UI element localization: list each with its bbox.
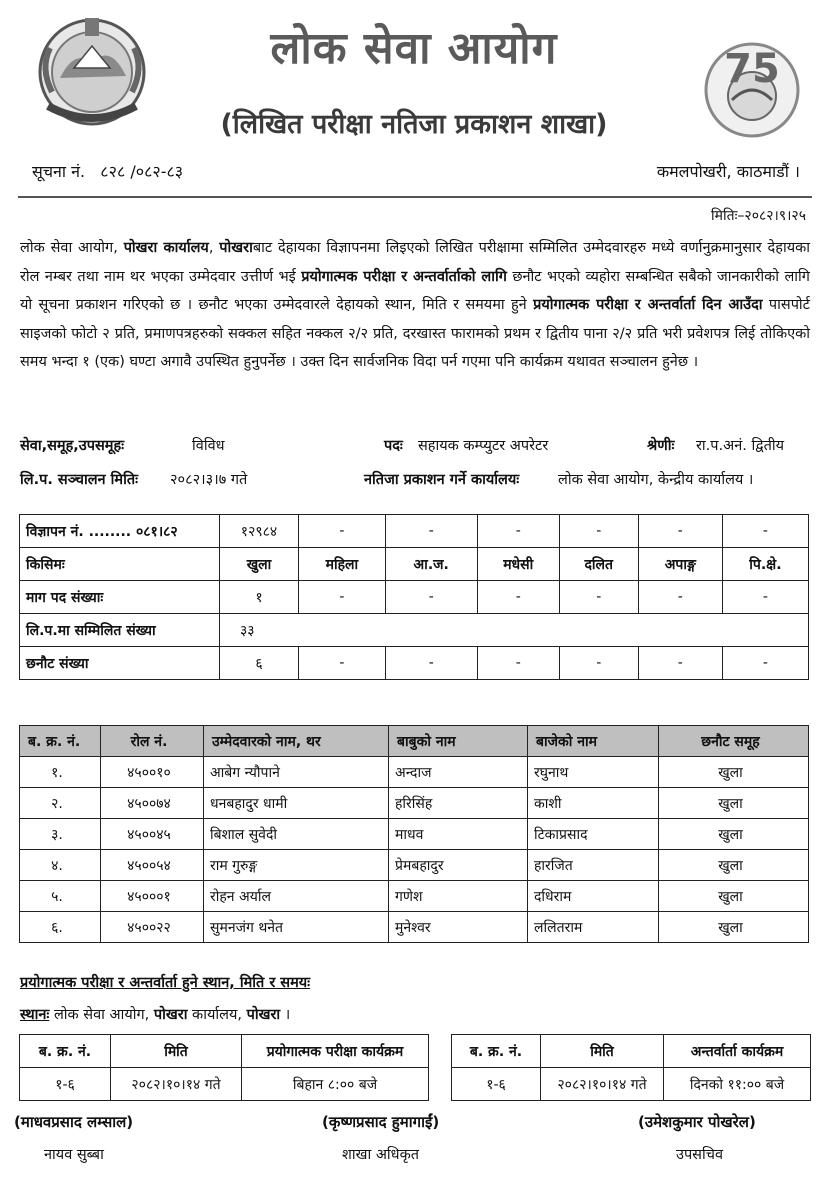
- results-table: [19, 725, 809, 943]
- table-row: [452, 1068, 811, 1101]
- table-cell: ४५०००१: [101, 881, 204, 912]
- venue-text: ।: [280, 1007, 291, 1023]
- table-cell: १-६: [20, 1068, 111, 1101]
- column-header: ब. क्र. नं.: [452, 1035, 541, 1068]
- table-header-row: [20, 1035, 429, 1068]
- selected-label: छनौट संख्या: [20, 647, 220, 680]
- office-value: लोक सेवा आयोग, केन्द्रीय कार्यालय ।: [558, 472, 754, 488]
- table-cell: दिनको ११:०० बजे: [664, 1068, 811, 1101]
- table-cell: बिहान ८:०० बजे: [242, 1068, 429, 1101]
- type-header: अपाङ्ग: [638, 548, 722, 581]
- table-cell: राम गुरुङ्ग: [204, 850, 389, 881]
- venue-text: लोक सेवा आयोग,: [49, 1007, 154, 1023]
- body-text-1b: ,: [208, 240, 220, 256]
- notice-date: मितिः–२०८२।९।२५: [710, 208, 806, 224]
- table-cell: -: [722, 581, 808, 614]
- table-cell: ६: [220, 647, 299, 680]
- table-cell: आबेग न्यौपाने: [204, 757, 389, 788]
- signatory-post: नायव सुब्बा: [44, 1147, 104, 1163]
- table-cell: खुला: [659, 757, 809, 788]
- venue-bold: पोखरा: [153, 1007, 188, 1023]
- table-cell: -: [299, 515, 386, 548]
- table-cell: रघुनाथ: [528, 757, 659, 788]
- column-header: मिति: [111, 1035, 242, 1068]
- table-cell: २.: [20, 788, 101, 819]
- column-header: छनौट समूह: [659, 726, 809, 757]
- column-header: बाबुको नाम: [389, 726, 528, 757]
- type-header: मधेसी: [477, 548, 559, 581]
- type-label: किसिमः: [20, 548, 220, 581]
- table-cell: काशी: [528, 788, 659, 819]
- table-cell: ४५००२२: [101, 912, 204, 943]
- table-cell: -: [299, 647, 386, 680]
- notice-body: [20, 234, 810, 377]
- post-label: पदः: [384, 438, 403, 454]
- venue-bold: पोखरा: [246, 1007, 281, 1023]
- table-cell: ४५००१०: [101, 757, 204, 788]
- table-cell: -: [477, 581, 559, 614]
- interview-schedule-table: [451, 1034, 811, 1101]
- service-label: सेवा,समूह,उपसमूहः: [20, 438, 125, 454]
- table-cell: -: [385, 581, 477, 614]
- column-header: मिति: [541, 1035, 664, 1068]
- post-value: सहायक कम्प्युटर अपरेटर: [418, 438, 549, 454]
- table-cell: प्रेमबहादुर: [389, 850, 528, 881]
- signatory-post: शाखा अधिकृत: [342, 1147, 419, 1163]
- meta-row-2: [20, 469, 810, 491]
- logo-75-text: 75: [724, 46, 780, 92]
- table-row: [20, 647, 809, 680]
- signatory-name: (कृष्णप्रसाद हुमागाईं): [322, 1113, 440, 1131]
- column-header: ब. क्र. नं.: [20, 1035, 111, 1068]
- table-cell: १.: [20, 757, 101, 788]
- table-cell: खुला: [659, 850, 809, 881]
- table-cell: ४५००५४: [101, 850, 204, 881]
- adv-label: विज्ञापन नं. ........ ०८१।८२: [20, 515, 220, 548]
- table-row: [20, 850, 809, 881]
- table-cell: २०८२।१०।१४ गते: [111, 1068, 242, 1101]
- table-cell: -: [722, 647, 808, 680]
- table-cell: माधव: [389, 819, 528, 850]
- header-divider: [18, 196, 812, 198]
- venue-label: स्थानः: [20, 1007, 50, 1023]
- body-bold-office: पोखरा कार्यालय: [123, 240, 209, 256]
- table-row: [20, 614, 809, 647]
- type-header: दलित: [559, 548, 638, 581]
- table-cell: ४.: [20, 850, 101, 881]
- table-cell: -: [477, 515, 559, 548]
- body-text-3: छनौट भएको व्यहोरा सम्बन्धित सबैको जानकारीको लागि यो सूचना प्रकाशन गरिएको छ । छनौट भएका उम्मेदवारले देहायको स्थान, मिति र समयमा हुने: [20, 268, 810, 313]
- table-header-row: [452, 1035, 811, 1068]
- schedule-section-title: प्रयोगात्मक परीक्षा र अन्तर्वार्ता हुने स्थान, मिति र समयः: [20, 975, 311, 991]
- class-label: श्रेणीः: [647, 438, 675, 454]
- table-cell: टिकाप्रसाद: [528, 819, 659, 850]
- body-text-4: पासपोर्ट साइजको फोटो २ प्रति, प्रमाणपत्रहरुको सक्कल सहित नक्कल २/२ प्रति, दरखास्त फारामको प्रथम र द्वितीय पाना २/२ प्रति भरी प्रवेशपत्र लिई तोकिएको समय भन्दा १ (एक) घण्टा अगावै उपस्थित हुनुपर्नेछ । उक्त दिन सार्वजनिक विदा पर्न गएमा पनि कार्यक्रम यथावत सञ्चालन हुनेछ ।: [20, 297, 810, 370]
- table-cell: खुला: [659, 788, 809, 819]
- table-cell: ३.: [20, 819, 101, 850]
- table-cell: -: [559, 515, 638, 548]
- practical-schedule-table: [19, 1034, 429, 1101]
- table-cell: ४५००७४: [101, 788, 204, 819]
- table-cell: ६.: [20, 912, 101, 943]
- body-bold-city: पोखरा: [219, 240, 253, 256]
- table-cell: खुला: [659, 819, 809, 850]
- appeared-label: लि.प.मा सम्मिलित संख्या: [20, 614, 220, 647]
- signatory-name: (उमेशकुमार पोखरेल): [638, 1113, 756, 1131]
- table-cell: बिशाल सुवेदी: [204, 819, 389, 850]
- table-cell: -: [638, 647, 722, 680]
- column-header: उम्मेदवारको नाम, थर: [204, 726, 389, 757]
- demand-label: माग पद संख्याः: [20, 581, 220, 614]
- adv-number: १२९८४: [220, 515, 299, 548]
- table-row: [20, 1068, 429, 1101]
- table-cell: १: [220, 581, 299, 614]
- table-cell: ५.: [20, 881, 101, 912]
- column-header: रोल नं.: [101, 726, 204, 757]
- type-header: खुला: [220, 548, 299, 581]
- column-header: अन्तर्वार्ता कार्यक्रम: [664, 1035, 811, 1068]
- body-text-1: लोक सेवा आयोग,: [20, 240, 124, 256]
- page-subtitle: (लिखित परीक्षा नतिजा प्रकाशन शाखा): [220, 109, 608, 140]
- type-header: पि.क्षे.: [722, 548, 808, 581]
- signatory-name: (माधवप्रसाद लम्साल): [14, 1113, 134, 1131]
- exam-date-label: लि.प. सञ्चालन मितिः: [20, 472, 139, 488]
- table-row: [20, 788, 809, 819]
- table-cell: ४५००४५: [101, 819, 204, 850]
- column-header: बाजेको नाम: [528, 726, 659, 757]
- table-cell: -: [559, 581, 638, 614]
- service-value: विविध: [192, 438, 225, 454]
- table-cell: सुमनजंग थनेत: [204, 912, 389, 943]
- table-row: [20, 881, 809, 912]
- table-cell: मुनेश्वर: [389, 912, 528, 943]
- column-header: ब. क्र. नं.: [20, 726, 101, 757]
- appeared-value: ३३: [220, 614, 809, 647]
- table-cell: हरिसिंह: [389, 788, 528, 819]
- class-value: रा.प.अनं. द्वितीय: [696, 438, 785, 454]
- table-cell: ललितराम: [528, 912, 659, 943]
- table-cell: खुला: [659, 912, 809, 943]
- table-row: [20, 819, 809, 850]
- table-cell: -: [385, 647, 477, 680]
- notice-number: सूचना नं. ८२८ /०८२-८३: [32, 162, 184, 181]
- table-cell: हारजित: [528, 850, 659, 881]
- table-cell: धनबहादुर धामी: [204, 788, 389, 819]
- table-cell: -: [638, 515, 722, 548]
- table-row: [20, 581, 809, 614]
- table-cell: -: [385, 515, 477, 548]
- table-cell: -: [559, 647, 638, 680]
- table-cell: रोहन अर्याल: [204, 881, 389, 912]
- table-header-row: [20, 726, 809, 757]
- table-cell: गणेश: [389, 881, 528, 912]
- table-row: [20, 757, 809, 788]
- type-header: आ.ज.: [385, 548, 477, 581]
- body-bold-attend: प्रयोगात्मक परीक्षा र अन्तर्वार्ता दिन आउँदा: [533, 297, 763, 313]
- signatory-post: उपसचिव: [676, 1147, 724, 1163]
- table-row: [20, 912, 809, 943]
- office-location: कमलपोखरी, काठमाडौं ।: [656, 162, 800, 181]
- venue-text: कार्यालय,: [187, 1007, 247, 1023]
- office-label: नतिजा प्रकाशन गर्ने कार्यालयः: [364, 472, 520, 488]
- table-cell: अन्दाज: [389, 757, 528, 788]
- type-header: महिला: [299, 548, 386, 581]
- column-header: प्रयोगात्मक परीक्षा कार्यक्रम: [242, 1035, 429, 1068]
- summary-table: [19, 514, 809, 680]
- table-row: [20, 515, 809, 548]
- table-cell: -: [477, 647, 559, 680]
- body-bold-purpose: प्रयोगात्मक परीक्षा र अन्तर्वार्ताको लागि: [301, 268, 507, 285]
- exam-date-value: २०८२।३।७ गते: [170, 472, 248, 488]
- table-cell: १-६: [452, 1068, 541, 1101]
- table-cell: -: [638, 581, 722, 614]
- table-cell: खुला: [659, 881, 809, 912]
- meta-row-1: [20, 435, 810, 457]
- table-cell: दधिराम: [528, 881, 659, 912]
- page-title: लोक सेवा आयोग: [270, 23, 558, 74]
- body-text-2: बाट देहायका विज्ञापनमा लिइएको लिखित परीक्षामा सम्मिलित उम्मेदवारहरु मध्ये वर्णानुक्रमानुसार देहायका रोल नम्बर तथा नाम थर भएका उम्मेदवार उत्तीर्ण भई: [20, 240, 811, 285]
- table-cell: २०८२।१०।१४ गते: [541, 1068, 664, 1101]
- table-cell: -: [722, 515, 808, 548]
- table-cell: -: [299, 581, 386, 614]
- table-row: [20, 548, 809, 581]
- venue-line: [20, 1004, 290, 1024]
